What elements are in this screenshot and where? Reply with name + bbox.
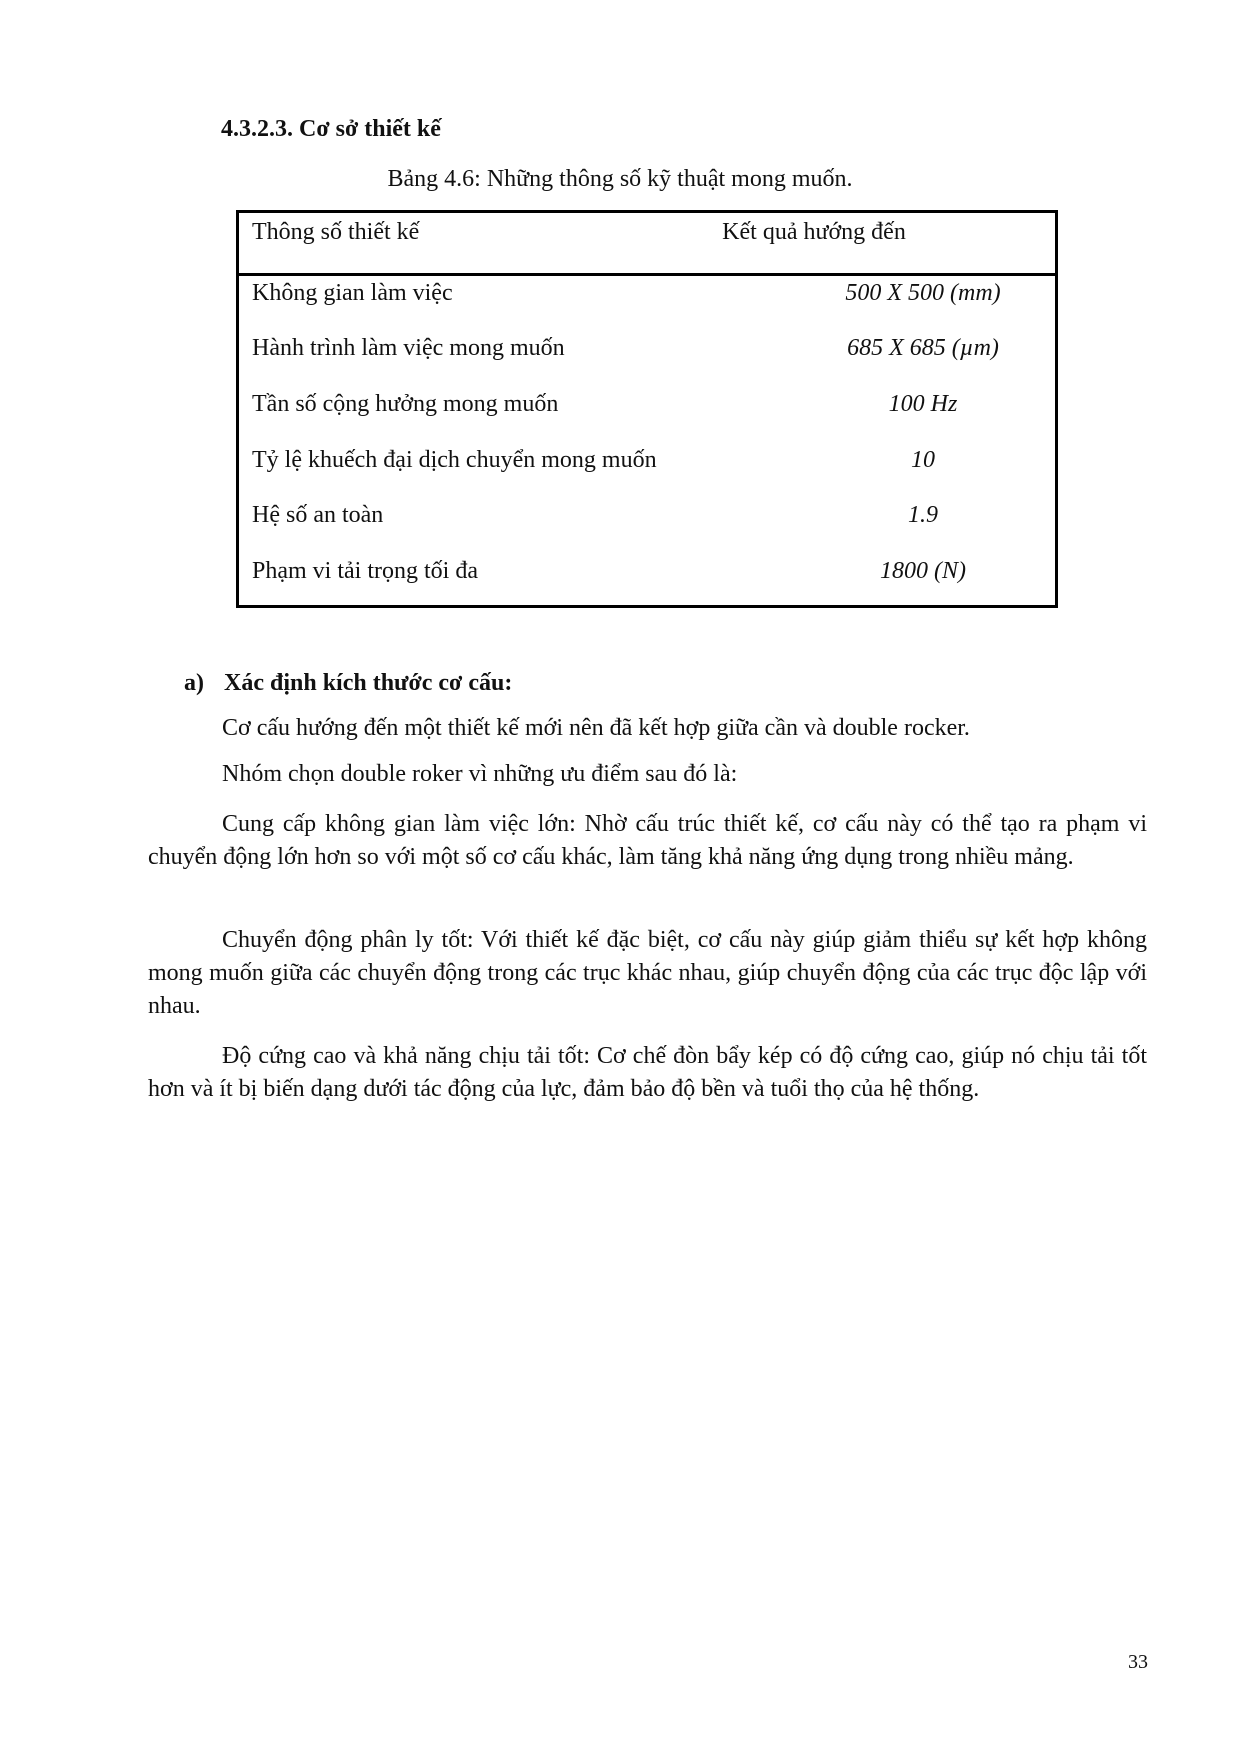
row-value: 500 X 500 (mm)	[845, 280, 1001, 306]
row-value: 685 X 685 (µm)	[847, 335, 999, 361]
table-row	[239, 558, 1055, 614]
section-heading: 4.3.2.3. Cơ sở thiết kế	[221, 116, 441, 142]
row-param: Tần số cộng hưởng mong muốn	[252, 391, 559, 417]
row-param: Không gian làm việc	[252, 280, 453, 306]
subsection-title: Xác định kích thước cơ cấu:	[224, 670, 513, 696]
table-row	[239, 502, 1055, 558]
paragraph: Chuyển động phân ly tốt: Với thiết kế đặc biệt, cơ cấu này giúp giảm thiểu sự kết hợp không mong muốn giữa các chuyển động trong các trục khác nhau, giúp chuyển động của các trục độc lập với nhau.	[148, 927, 1147, 1019]
table-caption: Bảng 4.6: Những thông số kỹ thuật mong muốn.	[387, 166, 853, 192]
subsection-heading	[184, 670, 512, 697]
row-value: 10	[911, 447, 935, 473]
table-row	[239, 280, 1055, 336]
paragraph: Cơ cấu hướng đến một thiết kế mới nên đã kết hợp giữa cần và double rocker.	[222, 715, 970, 741]
row-param: Tỷ lệ khuếch đại dịch chuyển mong muốn	[252, 447, 657, 473]
paragraph: Độ cứng cao và khả năng chịu tải tốt: Cơ chế đòn bẩy kép có độ cứng cao, giúp nó chịu tải tốt hơn và ít bị biến dạng dưới tác động của lực, đảm bảo độ bền và tuổi thọ của hệ thống.	[148, 1043, 1147, 1102]
row-value: 100 Hz	[888, 391, 958, 417]
row-param: Phạm vi tải trọng tối đa	[252, 558, 478, 584]
spec-table	[236, 210, 1058, 608]
row-value: 1800 (N)	[880, 558, 966, 584]
subsection-marker: a)	[184, 670, 204, 696]
row-param: Hệ số an toàn	[252, 502, 384, 528]
row-value: 1.9	[908, 502, 938, 528]
table-header-param: Thông số thiết kế	[252, 219, 420, 245]
paragraph: Nhóm chọn double roker vì những ưu điểm sau đó là:	[222, 761, 738, 787]
table-header-row	[239, 213, 1055, 276]
table-header-value-text: Kết quả hướng đến	[722, 219, 906, 245]
table-row	[239, 391, 1055, 447]
page-number: 33	[1128, 1651, 1148, 1673]
table-row	[239, 447, 1055, 503]
paragraph: Cung cấp không gian làm việc lớn: Nhờ cấu trúc thiết kế, cơ cấu này có thể tạo ra phạm vi chuyển động lớn hơn so với một số cơ cấu khác, làm tăng khả năng ứng dụng trong nhiều mảng.	[148, 811, 1147, 870]
row-param: Hành trình làm việc mong muốn	[252, 335, 565, 361]
table-row	[239, 335, 1055, 391]
